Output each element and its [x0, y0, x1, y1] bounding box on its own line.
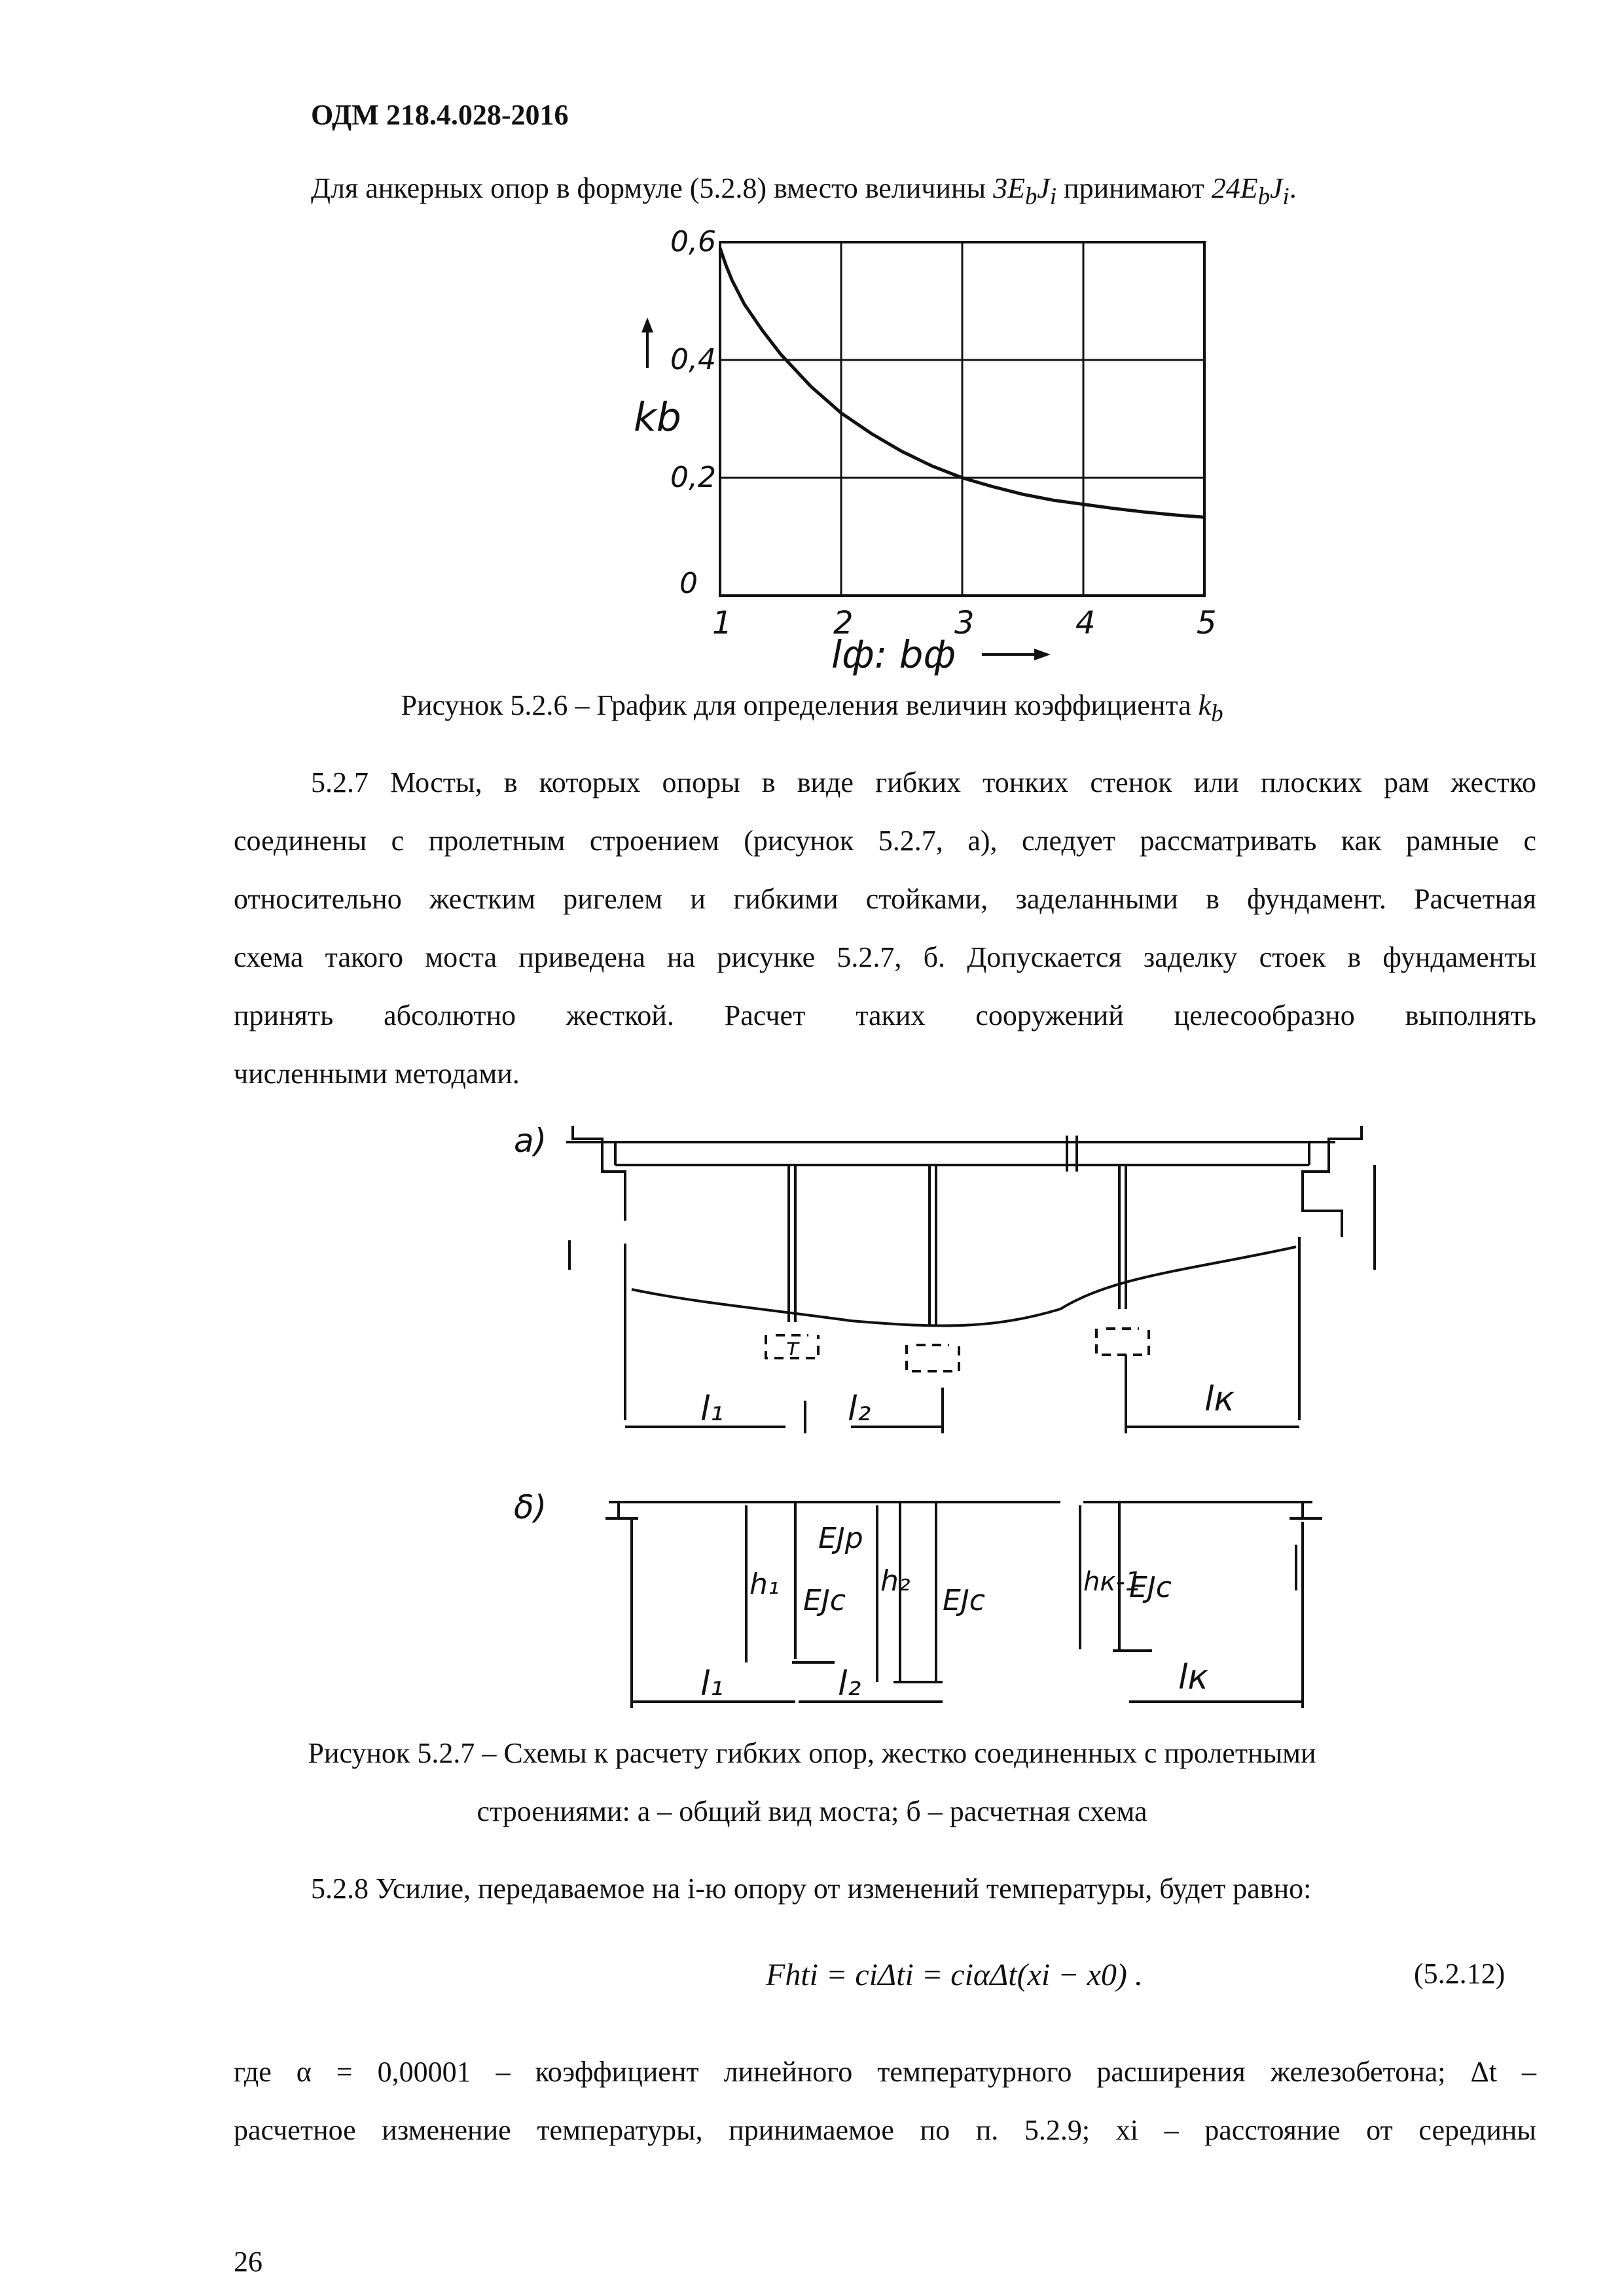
kb-chart: [589, 223, 1244, 694]
formula-number: (5.2.12): [1414, 1958, 1506, 1990]
dim-right: [1299, 1165, 1375, 1420]
label-lkb: lк: [1178, 1658, 1208, 1697]
intro-expr1-sub1: b: [1024, 182, 1038, 209]
tail-line-2: расчетное изменение температуры, принимаемое по п. 5.2.9; xi – расстояние от середины: [234, 2114, 1536, 2146]
footing-3: [1096, 1329, 1149, 1355]
figure2-caption-line-1: Рисунок 5.2.7 – Схемы к расчету гибких опор, жестко соединенных с пролетными: [308, 1737, 1316, 1769]
y-tick-label: 0: [679, 567, 698, 600]
section527-line-2: соединены с пролетным строением (рисунок 5.2.7, а), следует рассматривать как рамные с: [234, 825, 1536, 857]
bridge-figure: [484, 1113, 1401, 1728]
x-axis-arrowhead: [1034, 649, 1051, 660]
pier-2: [929, 1165, 936, 1325]
page-number: 26: [234, 2246, 262, 2278]
section528-text: 5.2.8 Усилие, передаваемое на i-ю опору от изменений температуры, будет равно:: [311, 1873, 1312, 1905]
intro-expr2-mid: J: [1270, 172, 1283, 204]
label-ejc3: EJс: [1129, 1571, 1172, 1604]
section527-line-5: принять абсолютно жесткой. Расчет таких сооружений целесообразно выполнять: [234, 999, 1536, 1031]
intro-line: [311, 171, 1555, 210]
figure1-caption-var: k: [1198, 689, 1212, 721]
section527-line-3: относительно жестким ригелем и гибкими стойками, заделанными в фундамент. Расчетная: [234, 883, 1536, 915]
pier-1: [789, 1165, 795, 1322]
intro-expr1: 3E: [993, 172, 1025, 204]
document-code-header: ОДМ 218.4.028-2016: [311, 99, 569, 131]
ground-line: [632, 1247, 1296, 1325]
label-ejc2: EJс: [943, 1584, 985, 1617]
label-hk1: hк-1: [1083, 1567, 1142, 1597]
figure1-caption-text: Рисунок 5.2.6 – График для определения величин коэффициента: [401, 689, 1199, 721]
figure2-caption-line-2: строениями: а – общий вид моста; б – расчетная схема: [477, 1795, 1147, 1827]
intro-before: Для анкерных опор в формуле (5.2.8) вместо величины: [311, 172, 994, 204]
intro-middle: принимают: [1056, 172, 1212, 204]
x-tick-label: 5: [1197, 605, 1217, 641]
intro-expr2: 24E: [1211, 172, 1258, 204]
x-tick-label: 3: [954, 605, 975, 641]
label-l1b: l₁: [700, 1664, 724, 1704]
intro-end: .: [1289, 172, 1297, 204]
y-tick-label: 0,2: [670, 461, 716, 494]
intro-expr1-mid: J: [1037, 172, 1050, 204]
label-t: т: [785, 1334, 799, 1361]
section527-line-1: 5.2.7 Мосты, в которых опоры в виде гибких тонких стенок или плоских рам жестко: [311, 766, 1536, 798]
formula-expression: Fhti = ciΔti = ciαΔt(xi − x0) .: [766, 1958, 1143, 1992]
label-l1: l₁: [700, 1390, 724, 1429]
left-abutment: [573, 1126, 625, 1221]
y-axis-arrowhead: [641, 317, 653, 332]
x-tick-label: 2: [833, 605, 854, 641]
section527-line-6: численными методами.: [234, 1058, 520, 1090]
intro-expr1-sub2: i: [1049, 182, 1057, 209]
label-ejc1: EJс: [803, 1584, 846, 1617]
y-axis-label: kb: [634, 395, 681, 440]
intro-expr2-sub2: i: [1282, 182, 1290, 209]
label-h2: h₂: [880, 1564, 911, 1598]
intro-expr2-sub1: b: [1257, 182, 1271, 209]
y-tick-label: 0,6: [670, 225, 716, 259]
figure1-caption-sub: b: [1211, 699, 1223, 726]
label-a: а): [514, 1122, 547, 1160]
label-ejp: EJр: [818, 1522, 863, 1555]
figure1-caption: [0, 689, 1624, 727]
label-l2b: l₂: [838, 1664, 861, 1704]
x-tick-label: 4: [1075, 605, 1096, 641]
section527-line-4: схема такого моста приведена на рисунке 5.2.7, б. Допускается заделку стоек в фундаменты: [234, 941, 1536, 973]
dim-left: [569, 1240, 625, 1420]
scheme-left-support: [605, 1502, 638, 1518]
pier-3: [1119, 1165, 1126, 1309]
label-lk: lк: [1204, 1380, 1235, 1419]
scheme-right-support: [1290, 1502, 1322, 1518]
tail-line-1: где α = 0,00001 – коэффициент линейного температурного расширения железобетона; Δt –: [234, 2056, 1536, 2088]
footing-2: [907, 1345, 959, 1371]
label-b: δ): [514, 1488, 547, 1526]
label-l2: l₂: [848, 1390, 871, 1429]
x-axis-label: lф: bф: [831, 632, 956, 677]
chart-grid: [720, 242, 1204, 596]
y-tick-label: 0,4: [670, 343, 716, 376]
label-h1: h₁: [749, 1568, 780, 1601]
chart-ticks: [670, 225, 1217, 641]
x-tick-label: 1: [712, 605, 732, 641]
